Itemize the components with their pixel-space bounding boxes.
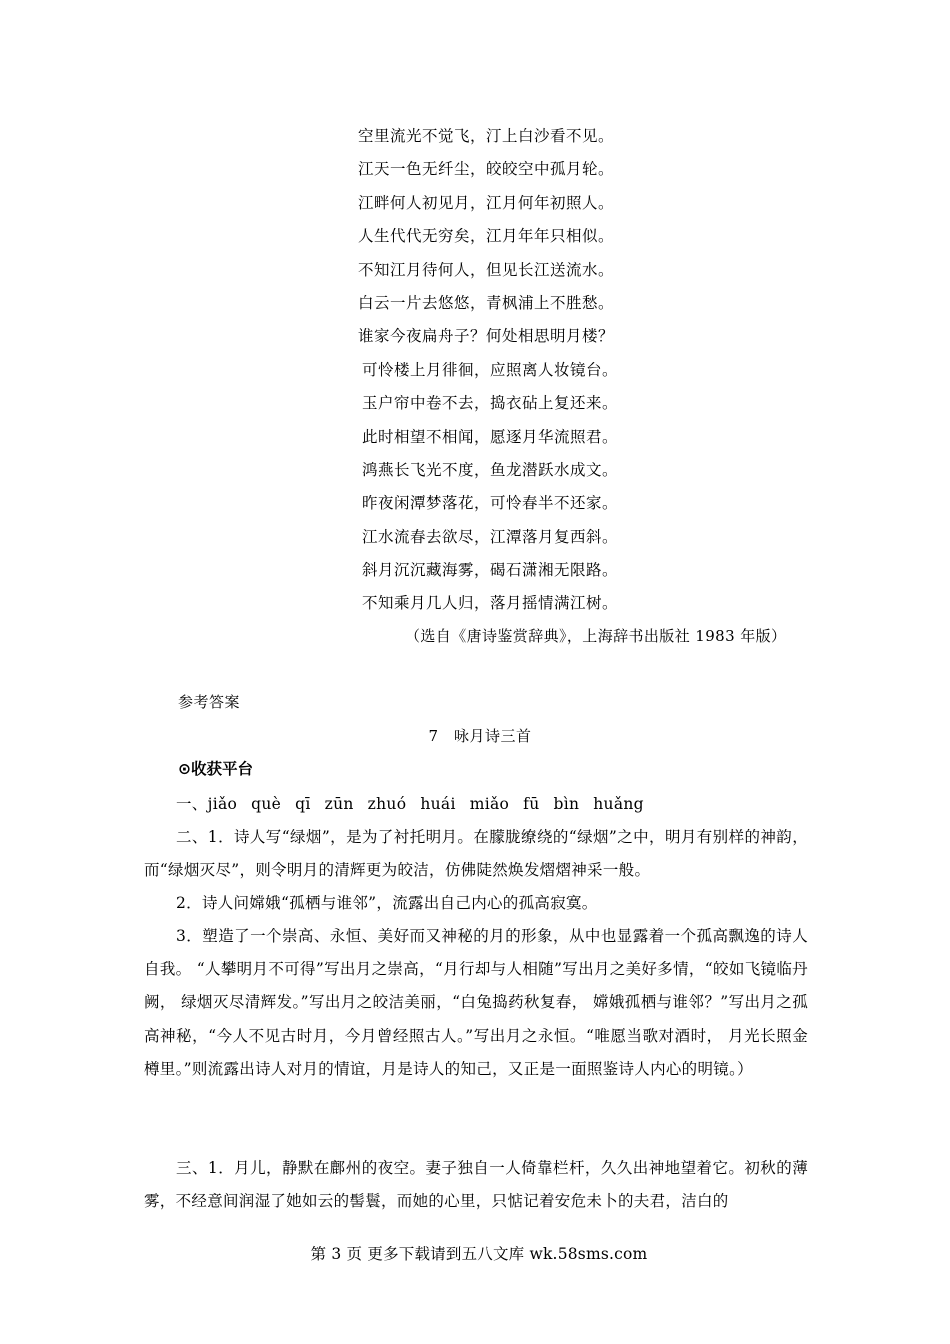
answer-paragraph: 2．诗人问嫦娥“孤栖与谁邻”，流露出自己内心的孤高寂寞。 bbox=[176, 894, 598, 912]
pinyin-item: huǎng bbox=[593, 795, 644, 813]
pinyin-item: qī bbox=[295, 795, 311, 813]
poem-line: 昨夜闲潭梦落花，可怜春半不还家。 bbox=[362, 494, 619, 513]
pinyin-prefix: 一、 bbox=[176, 795, 208, 813]
poem-line: 不知江月待何人，但见长江送流水。 bbox=[358, 260, 615, 279]
poem-line: 江水流春去欲尽，江潭落月复西斜。 bbox=[362, 527, 619, 546]
poem-line: 斜月沉沉藏海雾，碣石潇湘无限路。 bbox=[362, 561, 619, 580]
pinyin-item: miǎo bbox=[469, 795, 510, 813]
poem-line: 江天一色无纤尘，皎皎空中孤月轮。 bbox=[358, 160, 615, 179]
pinyin-item: jiǎo bbox=[207, 795, 238, 813]
section-heading: ⊙收获平台 bbox=[178, 760, 253, 778]
source-citation: （选自《唐诗鉴赏辞典》，上海辞书出版社 1983 年版） bbox=[405, 627, 787, 645]
poem-line: 谁家今夜扁舟子？何处相思明月楼？ bbox=[358, 327, 615, 346]
answer-paragraph: 三、1．月儿，静默在鄜州的夜空。妻子独自一人倚靠栏杆，久久出神地望着它。初秋的薄雾，不经意间润湿了她如云的髻鬟，而她的心里，只惦记着安危未卜的夫君，洁白的 bbox=[144, 1159, 808, 1211]
pinyin-item: huái bbox=[420, 795, 456, 813]
page-footer: 第 3 页 更多下载请到五八文库 wk.58sms.com bbox=[310, 1245, 648, 1263]
reference-answers-heading: 参考答案 bbox=[178, 693, 241, 711]
poem-line: 江畔何人初见月，江月何年初照人。 bbox=[358, 193, 615, 212]
poem-line: 鸿燕长飞光不度，鱼龙潜跃水成文。 bbox=[362, 460, 619, 479]
answer-paragraph: 3．塑造了一个崇高、永恒、美好而又神秘的月的形象，从中也显露着一个孤高飘逸的诗人自我。 “人攀明月不可得”写出月之崇高，“月行却与人相随”写出月之美好多情，“皎如飞镜临丹阙， 绿烟灭尽清辉发。”写出月之皎洁美丽，“白兔捣药秋复春， 嫦娥孤栖与谁邻？”写出月之孤高神秘，“今人不见古时月，今月曾经照古人。”写出月之永恒。“唯愿当歌对酒时， 月光长照金樽里。”则流露出诗人对月的情谊，月是诗人的知己，又正是一面照鉴诗人内心的明镜。） bbox=[144, 927, 808, 1078]
poem-line: 可怜楼上月徘徊，应照离人妆镜台。 bbox=[362, 360, 619, 379]
poem-line: 此时相望不相闻，愿逐月华流照君。 bbox=[362, 427, 619, 446]
poem-line: 空里流光不觉飞，汀上白沙看不见。 bbox=[358, 127, 615, 145]
pinyin-item: fū bbox=[523, 795, 540, 813]
answer-paragraph: 二、1．诗人写“绿烟”，是为了衬托明月。在朦胧缭绕的“绿烟”之中，明月有别样的神韵，而“绿烟灭尽”，则令明月的清辉更为皎洁，仿佛陡然焕发熠熠神采一般。 bbox=[144, 828, 808, 880]
poem-line: 不知乘月几人归，落月摇情满江树。 bbox=[362, 594, 619, 613]
poem-line: 人生代代无穷矣，江月年年只相似。 bbox=[358, 227, 615, 246]
pinyin-item: què bbox=[251, 795, 282, 813]
pinyin-answer bbox=[144, 788, 808, 821]
poem-line: 玉户帘中卷不去，捣衣砧上复还来。 bbox=[362, 394, 619, 413]
poem-line: 白云一片去悠悠，青枫浦上不胜愁。 bbox=[358, 293, 615, 312]
lesson-title: 7 咏月诗三首 bbox=[428, 727, 532, 745]
pinyin-item: zhuó bbox=[367, 795, 407, 813]
pinyin-item: zūn bbox=[324, 795, 354, 813]
poem-block bbox=[0, 120, 950, 621]
pinyin-item: bìn bbox=[553, 795, 580, 813]
